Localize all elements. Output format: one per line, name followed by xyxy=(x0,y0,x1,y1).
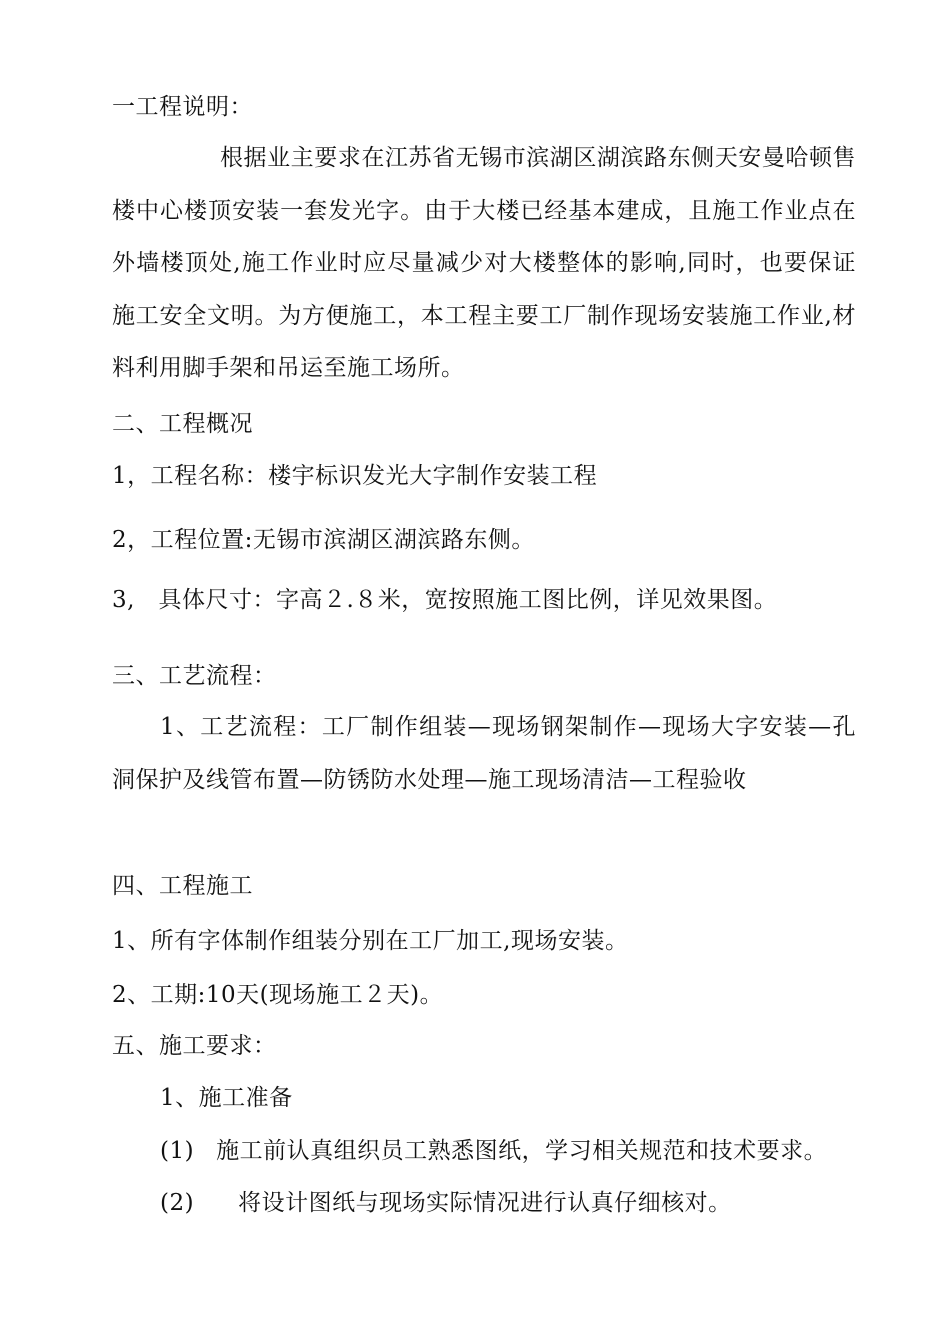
section-2-title: 二、工程概况 xyxy=(112,411,253,437)
section-5-sub-1-title: 1、施工准备 xyxy=(160,1085,293,1111)
section-3-body: 1、工艺流程：工厂制作组装—现场钢架制作—现场大字安装—孔洞保护及线管布置—防锈防水处理—施工现场清洁—工程验收 xyxy=(112,714,856,793)
section-2-item-1: 1，工程名称：楼宇标识发光大字制作安装工程 xyxy=(112,463,598,489)
item-number: (1) xyxy=(160,1138,195,1164)
item-number: (2) xyxy=(160,1190,195,1216)
section-3-title: 三、工艺流程： xyxy=(112,663,277,689)
section-5-title: 五、施工要求： xyxy=(112,1033,277,1059)
section-4-title: 四、工程施工 xyxy=(112,873,253,899)
section-1-title: 一工程说明： xyxy=(112,94,253,120)
item-text: 将设计图纸与现场实际情况进行认真仔细核对。 xyxy=(238,1190,732,1216)
section-4-item-2: 2、工期:10天(现场施工２天)。 xyxy=(112,982,444,1008)
section-5-sub-1-item-2 xyxy=(160,1188,732,1218)
section-5-sub-1-item-1 xyxy=(160,1136,827,1166)
section-1-body: 根据业主要求在江苏省无锡市滨湖区湖滨路东侧天安曼哈顿售楼中心楼顶安装一套发光字。由于大楼已经基本建成，且施工作业点在外墙楼顶处,施工作业时应尽量减少对大楼整体的影响,同时，也要保证施工安全文明。为方便施工，本工程主要工厂制作现场安装施工作业,材料利用脚手架和吊运至施工场所。 xyxy=(112,145,856,381)
item-text: 施工前认真组织员工熟悉图纸，学习相关规范和技术要求。 xyxy=(216,1138,828,1164)
section-4-item-1: 1、所有字体制作组装分别在工厂加工,现场安装。 xyxy=(112,928,629,954)
section-2-item-2: 2，工程位置:无锡市滨湖区湖滨路东侧。 xyxy=(112,527,535,553)
section-2-item-3: 3, 具体尺寸：字高２.８米，宽按照施工图比例，详见效果图。 xyxy=(112,587,778,613)
